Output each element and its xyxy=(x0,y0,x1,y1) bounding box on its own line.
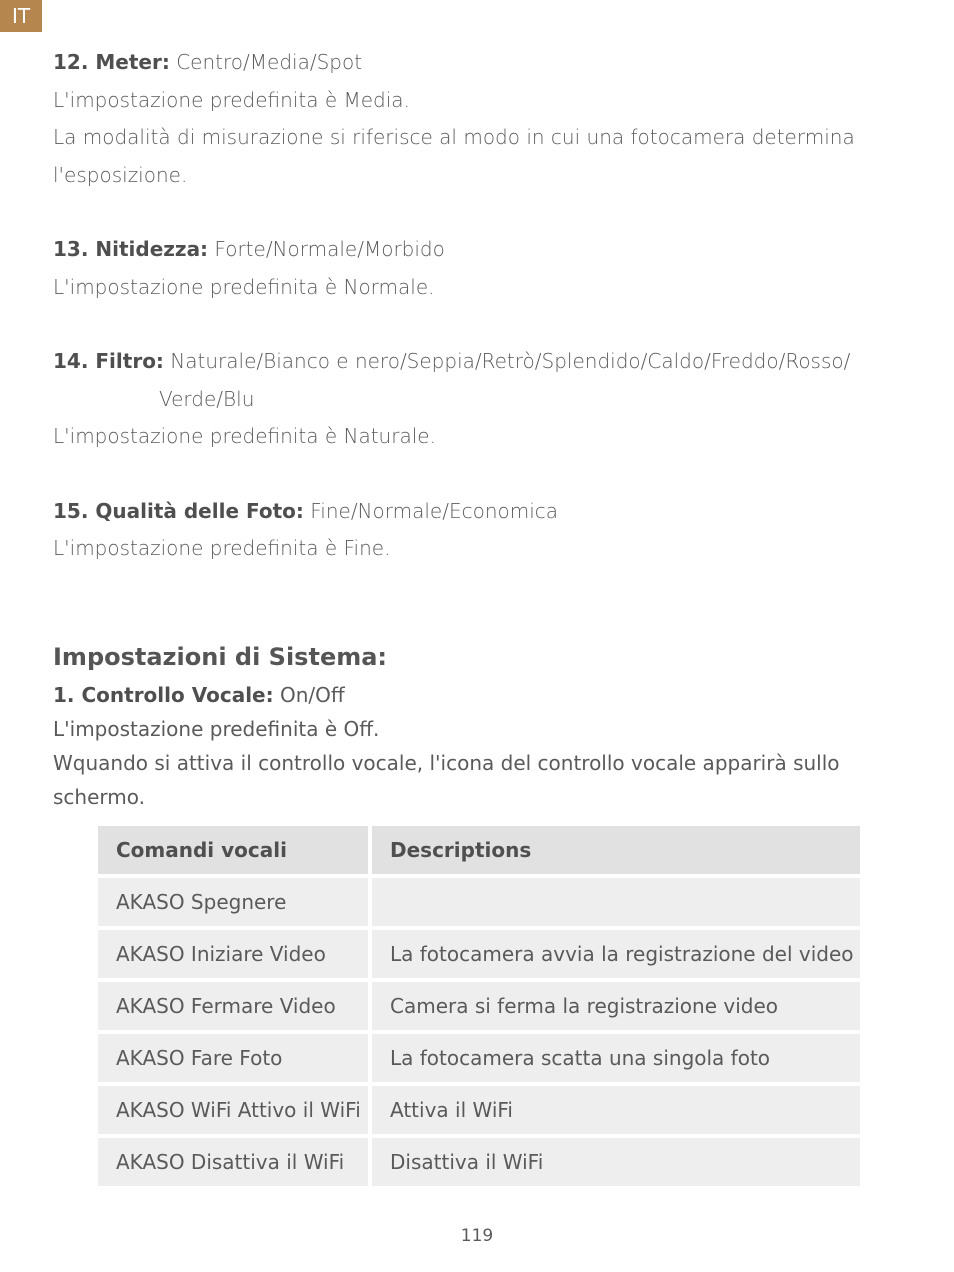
setting-options: Forte/Normale/Morbido xyxy=(214,237,445,261)
table-row xyxy=(98,1034,860,1082)
setting-options: Naturale/Bianco e nero/Seppia/Retrò/Splendido/Caldo/Freddo/Rosso/ xyxy=(170,349,851,373)
setting-default: L'impostazione predefinita è Media. xyxy=(53,87,410,112)
voice-control-section xyxy=(53,678,873,814)
setting-sharpness-heading xyxy=(53,231,873,269)
setting-options: Fine/Normale/Economica xyxy=(310,498,559,523)
voice-command-cell: AKASO Spegnere xyxy=(98,878,368,926)
setting-title: 14. Filtro: xyxy=(53,349,164,373)
voice-command-cell: AKASO WiFi Attivo il WiFi xyxy=(98,1086,368,1134)
setting-options-continued: Verde/Blu xyxy=(159,386,255,411)
setting-meter-heading xyxy=(53,44,873,82)
language-tab: IT xyxy=(0,0,42,32)
page-number: 119 xyxy=(460,1226,494,1246)
setting-filter-heading xyxy=(53,343,873,381)
description-cell: Disattiva il WiFi xyxy=(372,1138,860,1186)
setting-title: 1. Controllo Vocale: xyxy=(53,683,274,707)
description-cell: Attiva il WiFi xyxy=(372,1086,860,1134)
setting-description: La modalità di misurazione si riferisce al modo in cui una fotocamera determina xyxy=(53,125,855,149)
setting-default: L'impostazione predefinita è Naturale. xyxy=(53,424,436,448)
description-cell: La fotocamera avvia la registrazione del video xyxy=(372,930,860,978)
description-cell xyxy=(372,878,860,926)
setting-title: 13. Nitidezza: xyxy=(53,237,209,261)
settings-section xyxy=(53,44,873,568)
setting-description: Wquando si attiva il controllo vocale, l'icona del controllo vocale apparirà sullo xyxy=(53,751,840,775)
setting-photo-quality-heading xyxy=(53,493,873,531)
table-row xyxy=(98,930,860,978)
voice-commands-table xyxy=(94,822,864,1190)
setting-default: L'impostazione predefinita è Normale. xyxy=(53,274,435,299)
setting-default: L'impostazione predefinita è Fine. xyxy=(53,536,391,560)
table-row xyxy=(98,982,860,1030)
description-cell: La fotocamera scatta una singola foto xyxy=(372,1034,860,1082)
voice-command-cell: AKASO Disattiva il WiFi xyxy=(98,1138,368,1186)
table-header-row xyxy=(98,826,860,874)
setting-description: l'esposizione. xyxy=(53,162,188,187)
description-cell: Camera si ferma la registrazione video xyxy=(372,982,860,1030)
voice-command-cell: AKASO Iniziare Video xyxy=(98,930,368,978)
table-row xyxy=(98,1086,860,1134)
setting-options: On/Off xyxy=(279,683,345,707)
setting-title: 15. Qualità delle Foto: xyxy=(53,498,304,523)
voice-command-cell: AKASO Fare Foto xyxy=(98,1034,368,1082)
column-header: Comandi vocali xyxy=(98,826,368,874)
system-settings-heading: Impostazioni di Sistema: xyxy=(53,643,388,671)
setting-description: schermo. xyxy=(53,785,145,809)
setting-default: L'impostazione predefinita è Off. xyxy=(53,717,380,741)
setting-options: Centro/Media/Spot xyxy=(176,50,363,74)
voice-command-cell: AKASO Fermare Video xyxy=(98,982,368,1030)
voice-control-heading xyxy=(53,678,873,712)
table-row xyxy=(98,878,860,926)
column-header: Descriptions xyxy=(372,826,860,874)
table-row xyxy=(98,1138,860,1186)
setting-title: 12. Meter: xyxy=(53,50,170,74)
